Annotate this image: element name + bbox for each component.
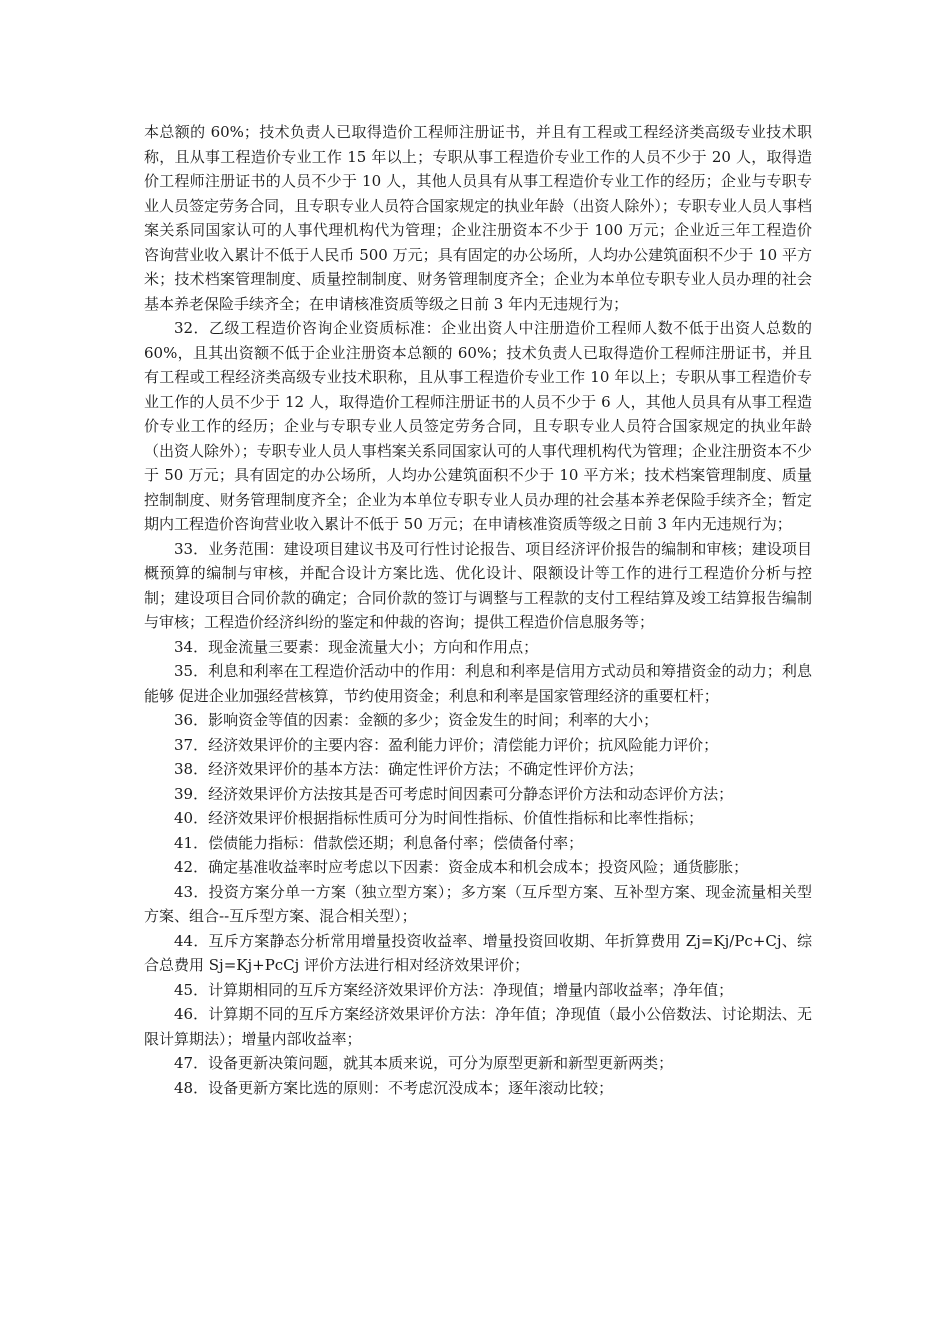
paragraph-46: 46．计算期不同的互斥方案经济效果评价方法：净年值；净现值（最小公倍数法、讨论期法、无限计算期法）；增量内部收益率； [144, 1005, 812, 1048]
paragraph-48: 48．设备更新方案比选的原则：不考虑沉没成本；逐年滚动比较； [174, 1078, 614, 1097]
paragraph-47: 47．设备更新决策问题，就其本质来说，可分为原型更新和新型更新两类； [174, 1054, 674, 1072]
paragraph-41: 41．偿债能力指标：借款偿还期；利息备付率；偿债备付率； [174, 833, 584, 852]
paragraph-43: 43．投资方案分单一方案（独立型方案）；多方案（互斥型方案、互补型方案、现金流量相关型方案、组合--互斥型方案、混合相关型）； [144, 882, 812, 925]
paragraph-42: 42．确定基准收益率时应考虑以下因素：资金成本和机会成本；投资风险；通货膨胀； [174, 858, 749, 876]
document-page [144, 120, 812, 1100]
paragraph-38: 38．经济效果评价的基本方法：确定性评价方法；不确定性评价方法； [174, 760, 644, 778]
paragraph-44: 44．互斥方案静态分析常用增量投资收益率、增量投资回收期、年折算费用 Zj=Kj/Pc+Cj、综合总费用 Sj=Kj+PcCj 评价方法进行相对经济效果评价； [144, 931, 812, 974]
paragraph-34: 34．现金流量三要素：现金流量大小；方向和作用点； [174, 637, 539, 656]
paragraph-37: 37．经济效果评价的主要内容：盈利能力评价；清偿能力评价；抗风险能力评价； [174, 735, 719, 754]
paragraph-39: 39．经济效果评价方法按其是否可考虑时间因素可分静态评价方法和动态评价方法； [174, 784, 734, 803]
paragraph-36: 36．影响资金等值的因素：金额的多少；资金发生的时间；利率的大小； [174, 711, 659, 729]
paragraph-33: 33．业务范围：建设项目建议书及可行性讨论报告、项目经济评价报告的编制和审核；建设项目概预算的编制与审核，并配合设计方案比选、优化设计、限额设计等工作的进行工程造价分析与控制；建设项目合同价款的确定；合同价款的签订与调整与工程款的支付工程结算及竣工结算报告编制与审核；工程造价经济纠纷的鉴定和仲裁的咨询；提供工程造价信息服务等； [144, 539, 812, 631]
paragraph-32: 32．乙级工程造价咨询企业资质标准：企业出资人中注册造价工程师人数不低于出资人总数的 60%，且其出资额不低于企业注册资本总额的 60%；技术负责人已取得造价工程师注册证书，并且有工程或工程经济类高级专业技术职称，且从事工程造价专业工作 10 年以上；专职从事工程造价专业工作的人员不少于 12 人，取得造价工程师注册证书的人员不少于 6 人，其他人员具有从事工程造价专业工作的经历；企业与专职专业人员签定劳务合同，且专职专业人员符合国家规定的执业年龄（出资人除外）；专职专业人员人事档案关系同国家认可的人事代理机构代为管理；企业注册资本不少于 50 万元；具有固定的办公场所，人均办公建筑面积不少于 10 平方米；技术档案管理制度、质量控制制度、财务管理制度齐全；企业为本单位专职专业人员办理的社会基本养老保险手续齐全；暂定期内工程造价咨询营业收入累计不低于 50 万元；在申请核准资质等级之日前 3 年内无违规行为； [144, 319, 812, 533]
paragraph-35: 35．利息和利率在工程造价活动中的作用：利息和利率是信用方式动员和筹措资金的动力；利息能够 促进企业加强经营核算，节约使用资金；利息和利率是国家管理经济的重要杠杆； [144, 662, 812, 705]
paragraph-45: 45．计算期相同的互斥方案经济效果评价方法：净现值；增量内部收益率；净年值； [174, 980, 734, 999]
paragraph-40: 40．经济效果评价根据指标性质可分为时间性指标、价值性指标和比率性指标； [174, 809, 704, 827]
paragraph-31-continued: 本总额的 60%；技术负责人已取得造价工程师注册证书，并且有工程或工程经济类高级专业技术职称，且从事工程造价专业工作 15 年以上；专职从事工程造价专业工作的人员不少于 20 人，取得造价工程师注册证书的人员不少于 10 人，其他人员具有从事工程造价专业工作的经历；企业与专职专业人员签定劳务合同，且专职专业人员符合国家规定的执业年龄（出资人除外）；专职专业人员人事档案关系同国家认可的人事代理机构代为管理；企业注册资本不少于 100 万元；企业近三年工程造价咨询营业收入累计不低于人民币 500 万元；具有固定的办公场所，人均办公建筑面积不少于 10 平方米；技术档案管理制度、质量控制制度、财务管理制度齐全；企业为本单位专职专业人员办理的社会基本养老保险手续齐全；在申请核准资质等级之日前 3 年内无违规行为； [144, 123, 812, 313]
